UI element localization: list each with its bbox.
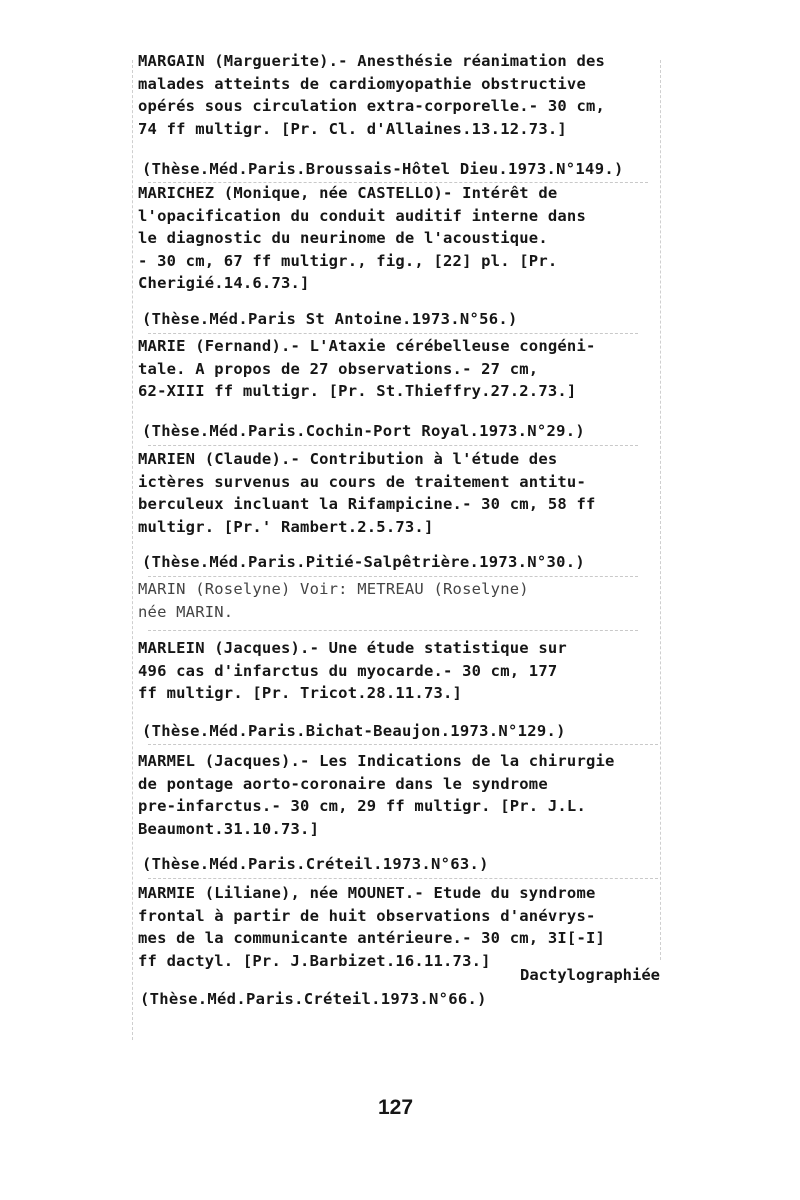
entry-line: malades atteints de cardiomyopathie obstructive bbox=[138, 74, 586, 93]
entry-marichez bbox=[138, 182, 658, 295]
entry-line: MARICHEZ (Monique, née CASTELLO)- Intérêt de bbox=[138, 184, 558, 202]
entry-line: MARIEN (Claude).- Contribution à l'étude des bbox=[138, 450, 558, 468]
divider bbox=[148, 445, 638, 446]
thesis-reference: (Thèse.Méd.Paris.Bichat-Beaujon.1973.N°129.) bbox=[142, 722, 566, 740]
entry-line: MARLEIN (Jacques).- Une étude statistique sur bbox=[138, 639, 567, 657]
entry-line: frontal à partir de huit observations d'anévrys- bbox=[138, 906, 596, 925]
thesis-reference: (Thèse.Méd.Paris.Cochin-Port Royal.1973.N°29.) bbox=[142, 422, 586, 440]
entry-line: ictères survenus au cours de traitement antitu- bbox=[138, 472, 586, 491]
entry-line: MARIE (Fernand).- L'Ataxie cérébelleuse congéni- bbox=[138, 337, 596, 355]
entry-line: 496 cas d'infarctus du myocarde.- 30 cm, 177 bbox=[138, 661, 558, 680]
entry-line: ff multigr. [Pr. Tricot.28.11.73.] bbox=[138, 684, 463, 702]
entry-line: Cherigié.14.6.73.] bbox=[138, 274, 310, 292]
divider bbox=[148, 630, 638, 631]
entry-marie bbox=[138, 335, 658, 403]
entry-line: mes de la communicante antérieure.- 30 cm, 3I[-I] bbox=[138, 929, 606, 947]
margin-mark bbox=[132, 60, 133, 1040]
entry-line: 62-XIII ff multigr. [Pr. St.Thieffry.27.2.73.] bbox=[138, 382, 577, 400]
entry-line: née MARIN. bbox=[138, 602, 234, 621]
entry-line: multigr. [Pr.' Rambert.2.5.73.] bbox=[138, 517, 434, 536]
entry-line: opérés sous circulation extra-corporelle.- 30 cm, bbox=[138, 97, 606, 115]
entry-line: Beaumont.31.10.73.] bbox=[138, 819, 320, 838]
thesis-reference: (Thèse.Méd.Paris.Créteil.1973.N°66.) bbox=[140, 990, 487, 1008]
entry-line: - 30 cm, 67 ff multigr., fig., [22] pl. [Pr. bbox=[138, 251, 558, 270]
entry-line: ff dactyl. [Pr. J.Barbizet.16.11.73.] bbox=[138, 951, 491, 970]
entry-line: MARMIE (Liliane), née MOUNET.- Etude du syndrome bbox=[138, 884, 596, 902]
page-number: 127 bbox=[378, 1096, 414, 1119]
divider bbox=[148, 576, 638, 577]
dactylographiee-note: Dactylographiée bbox=[520, 966, 660, 984]
divider bbox=[148, 333, 638, 334]
thesis-reference: (Thèse.Méd.Paris.Broussais-Hôtel Dieu.1973.N°149.) bbox=[142, 160, 624, 178]
entry-line: MARIN (Roselyne) Voir: METREAU (Roselyne) bbox=[138, 580, 529, 598]
entry-line: l'opacification du conduit auditif interne dans bbox=[138, 206, 586, 225]
thesis-reference: (Thèse.Méd.Paris.Pitié-Salpêtrière.1973.N°30.) bbox=[142, 553, 586, 571]
entry-line: tale. A propos de 27 observations.- 27 cm, bbox=[138, 359, 539, 378]
entry-line: berculeux incluant la Rifampicine.- 30 cm, 58 ff bbox=[138, 495, 596, 513]
entry-line: de pontage aorto-coronaire dans le syndrome bbox=[138, 774, 548, 793]
entry-marin-cross-reference bbox=[138, 578, 658, 623]
entry-line: MARGAIN (Marguerite).- Anesthésie réanimation des bbox=[138, 52, 606, 70]
divider bbox=[148, 878, 658, 879]
entry-marmel bbox=[138, 750, 658, 840]
margin-mark bbox=[660, 60, 661, 960]
entry-line: MARMEL (Jacques).- Les Indications de la chirurgie bbox=[138, 752, 615, 770]
entry-line: le diagnostic du neurinome de l'acoustique. bbox=[138, 229, 548, 247]
thesis-reference: (Thèse.Méd.Paris St Antoine.1973.N°56.) bbox=[142, 310, 518, 328]
entry-marlein bbox=[138, 637, 658, 705]
entry-line: 74 ff multigr. [Pr. Cl. d'Allaines.13.12.73.] bbox=[138, 119, 567, 138]
entry-line: pre-infarctus.- 30 cm, 29 ff multigr. [Pr. J.L. bbox=[138, 797, 586, 815]
entry-marien bbox=[138, 448, 658, 538]
thesis-reference: (Thèse.Méd.Paris.Créteil.1973.N°63.) bbox=[142, 855, 489, 873]
entry-margain bbox=[138, 50, 658, 140]
entry-marmie bbox=[138, 882, 678, 972]
divider bbox=[148, 744, 658, 745]
